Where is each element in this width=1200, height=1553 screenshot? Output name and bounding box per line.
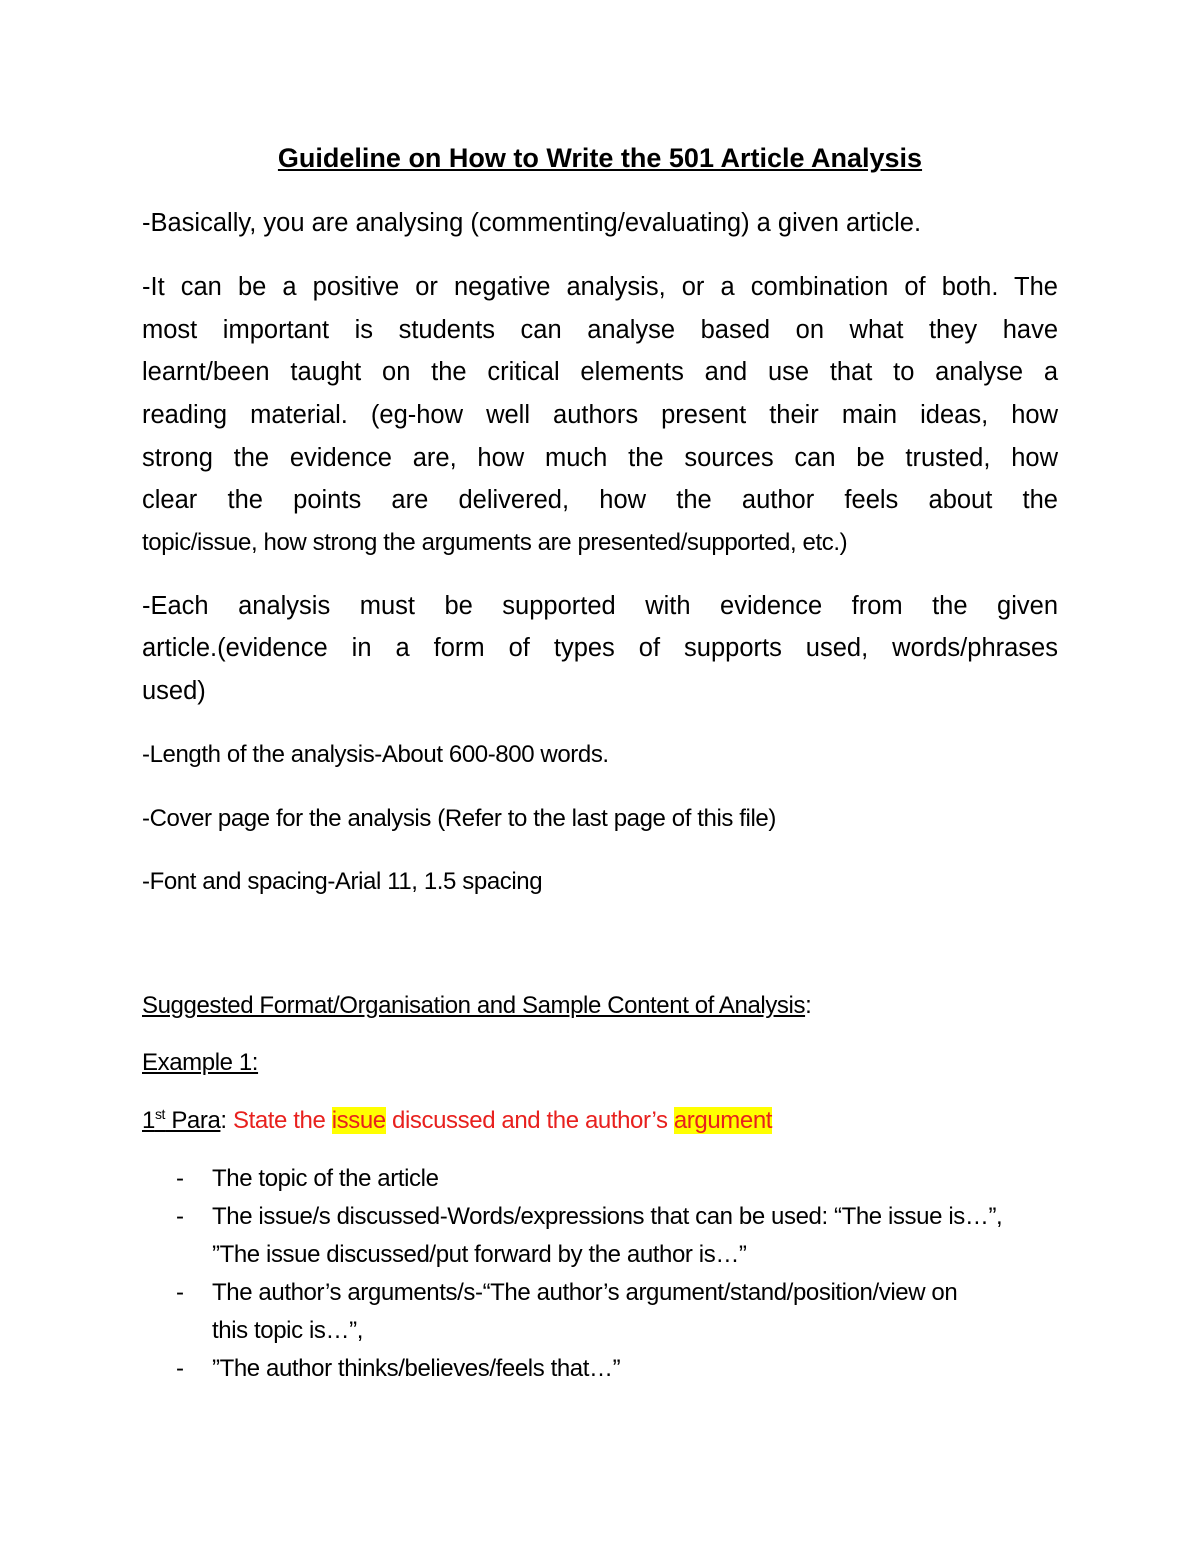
bullet-item: The topic of the article	[212, 1165, 439, 1192]
bullet-dash: -	[176, 1355, 184, 1382]
para1-colon: :	[220, 1107, 233, 1134]
paragraph-length: -Length of the analysis-About 600-800 words.	[142, 741, 609, 768]
para1-highlight-argument: argument	[673, 1107, 773, 1134]
para1-heading	[142, 1106, 772, 1135]
bullet-item: The issue/s discussed-Words/expressions that can be used: “The issue is…”,	[212, 1203, 1003, 1230]
paragraph-analysis-line: most important is students can analyse based on what they have	[142, 316, 1058, 344]
para1-ordinal-suffix: st	[154, 1106, 166, 1122]
paragraph-evidence-line: article.(evidence in a form of types of supports used, words/phrases	[142, 634, 1058, 662]
paragraph-analysis-line: clear the points are delivered, how the author feels about the	[142, 486, 1058, 514]
suggested-format-heading	[142, 992, 811, 1020]
bullet-dash: -	[176, 1279, 184, 1306]
paragraph-cover-page: -Cover page for the analysis (Refer to the last page of this file)	[142, 805, 776, 832]
paragraph-evidence-line: used)	[142, 677, 206, 705]
para1-text-middle: discussed and the author’s	[385, 1107, 674, 1134]
paragraph-analysis-line: reading material. (eg-how well authors present their main ideas, how	[142, 401, 1058, 429]
paragraph-analysis-line: -It can be a positive or negative analysis, or a combination of both. The	[142, 273, 1058, 301]
para1-number: 1	[142, 1107, 155, 1134]
suggested-format-heading-text: Suggested Format/Organisation and Sample Content of Analysis	[142, 992, 806, 1019]
para1-word: Para	[165, 1107, 221, 1134]
paragraph-analysis-line: learnt/been taught on the critical elements and use that to analyse a	[142, 358, 1058, 386]
paragraph-basically: -Basically, you are analysing (commenting/evaluating) a given article.	[142, 209, 922, 237]
paragraph-analysis-line: topic/issue, how strong the arguments are presented/supported, etc.)	[142, 529, 848, 556]
bullet-dash: -	[176, 1165, 184, 1192]
para1-text-start: State the	[232, 1107, 332, 1134]
para1-highlight-issue: issue	[331, 1107, 386, 1134]
bullet-item: The author’s arguments/s-“The author’s argument/stand/position/view on	[212, 1279, 958, 1306]
paragraph-font-spacing: -Font and spacing-Arial 11, 1.5 spacing	[142, 868, 543, 895]
bullet-dash: -	[176, 1203, 184, 1230]
suggested-format-colon: :	[805, 992, 812, 1019]
example-label: Example 1:	[142, 1049, 259, 1076]
bullet-item-continuation: this topic is…”,	[212, 1317, 363, 1344]
paragraph-evidence-line: -Each analysis must be supported with evidence from the given	[142, 592, 1058, 620]
document-title: Guideline on How to Write the 501 Article Analysis	[277, 143, 923, 173]
paragraph-analysis-line: strong the evidence are, how much the sources can be trusted, how	[142, 444, 1058, 472]
para1-label	[142, 1107, 220, 1134]
bullet-item: ”The author thinks/believes/feels that…”	[212, 1355, 621, 1382]
bullet-item-continuation: ”The issue discussed/put forward by the author is…”	[212, 1241, 747, 1268]
